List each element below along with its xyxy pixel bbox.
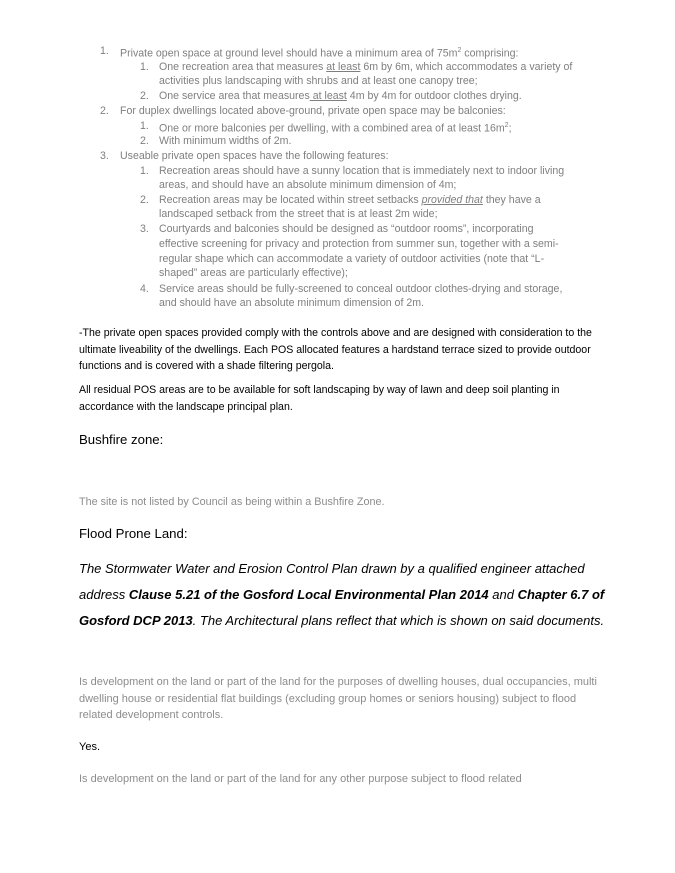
sublist-number: 3. [140,223,149,235]
sublist-number: 2. [140,90,149,102]
bushfire-text: The site is not listed by Council as being within a Bushfire Zone. [79,496,385,508]
sublist-item-2-1: One or more balconies per dwelling, with a combined area of at least $16m^2$; [159,122,512,135]
flood-answer-1: Yes. [79,741,101,753]
compliance-paragraph-1: -The private open spaces provided comply with the controls above and are designed with consideration to the ultimate liveability of the dwellings. Each POS allocated features a hardstand terrace sized to provide outdoor functions and is covered with a shade filtering pergola. [79,327,592,372]
list-number: 2. [100,105,109,117]
sublist-item-3-3-line-3: regular shape which can accommodate a variety of outdoor activities (note that “L- [159,253,545,265]
sublist-item-3-3-line-4: shaped” areas are particularly effective); [159,267,348,279]
sublist-number: 1. [140,165,149,177]
sublist-number: 2. [140,194,149,206]
sublist-number: 2. [140,135,149,147]
compliance-paragraph-2: All residual POS areas are to be available for soft landscaping by way of lawn and deep soil planting in accordance with the landscape principal plan. [79,384,560,413]
flood-question-1: Is development on the land or part of the land for the purposes of dwelling houses, dual occupancies, multi dwelling house or residential flat buildings (excluding group homes or seniors housing) subject to flood related development controls. [79,676,597,721]
list-item-2: For duplex dwellings located above-ground, private open space may be balconies: [120,105,506,117]
list-number: 3. [100,150,109,162]
sublist-item-1-1-line-1: One recreation area that measures at least 6m by 6m, which accommodates a variety of [159,61,573,73]
flood-intro: The Stormwater Water and Erosion Control Plan drawn by a qualified engineer attached address Clause 5.21 of the Gosford Local Environmental Plan 2014 and Chapter 6.7 of Gosford DCP 2013. The Architectural plans reflect that which is shown on said documents. [79,561,605,628]
sublist-item-3-3-line-2: effective screening for privacy and protection from summer sun, together with a semi- [159,238,559,250]
sublist-item-3-4-line-1: Service areas should be fully-screened to conceal outdoor clothes-drying and storage, [159,283,563,295]
sublist-item-3-1-line-2: areas, and should have an absolute minimum dimension of 4m; [159,179,457,191]
sublist-number: 4. [140,283,149,295]
flood-heading: Flood Prone Land: [79,526,188,541]
sublist-item-3-3-line-1: Courtyards and balconies should be designed as “outdoor rooms”, incorporating [159,223,534,235]
sublist-item-3-4-line-2: and should have an absolute minimum dimension of 2m. [159,297,424,309]
flood-question-2: Is development on the land or part of the land for any other purpose subject to flood related [79,773,522,785]
sublist-item-1-1-line-2: activities plus landscaping with shrubs and at least one canopy tree; [159,75,478,87]
sublist-item-1-2: One service area that measures at least 4m by 4m for outdoor clothes drying. [159,90,522,102]
sublist-item-2-2: With minimum widths of 2m. [159,135,292,147]
sublist-item-3-2-line-1: Recreation areas may be located within street setbacks provided that they have a [159,194,541,206]
sublist-number: 1. [140,61,149,73]
sublist-item-3-1-line-1: Recreation areas should have a sunny location that is immediately next to indoor living [159,165,565,177]
sublist-number: 1. [140,120,149,132]
bushfire-heading: Bushfire zone: [79,432,164,447]
sublist-item-3-2-line-2: landscaped setback from the street that is at least 2m wide; [159,208,438,220]
list-number: 1. [100,45,109,57]
list-item-3: Useable private open spaces have the following features: [120,150,389,162]
list-item-1: Private open space at ground level should have a minimum area of $75m^2$ comprising: [120,47,519,60]
